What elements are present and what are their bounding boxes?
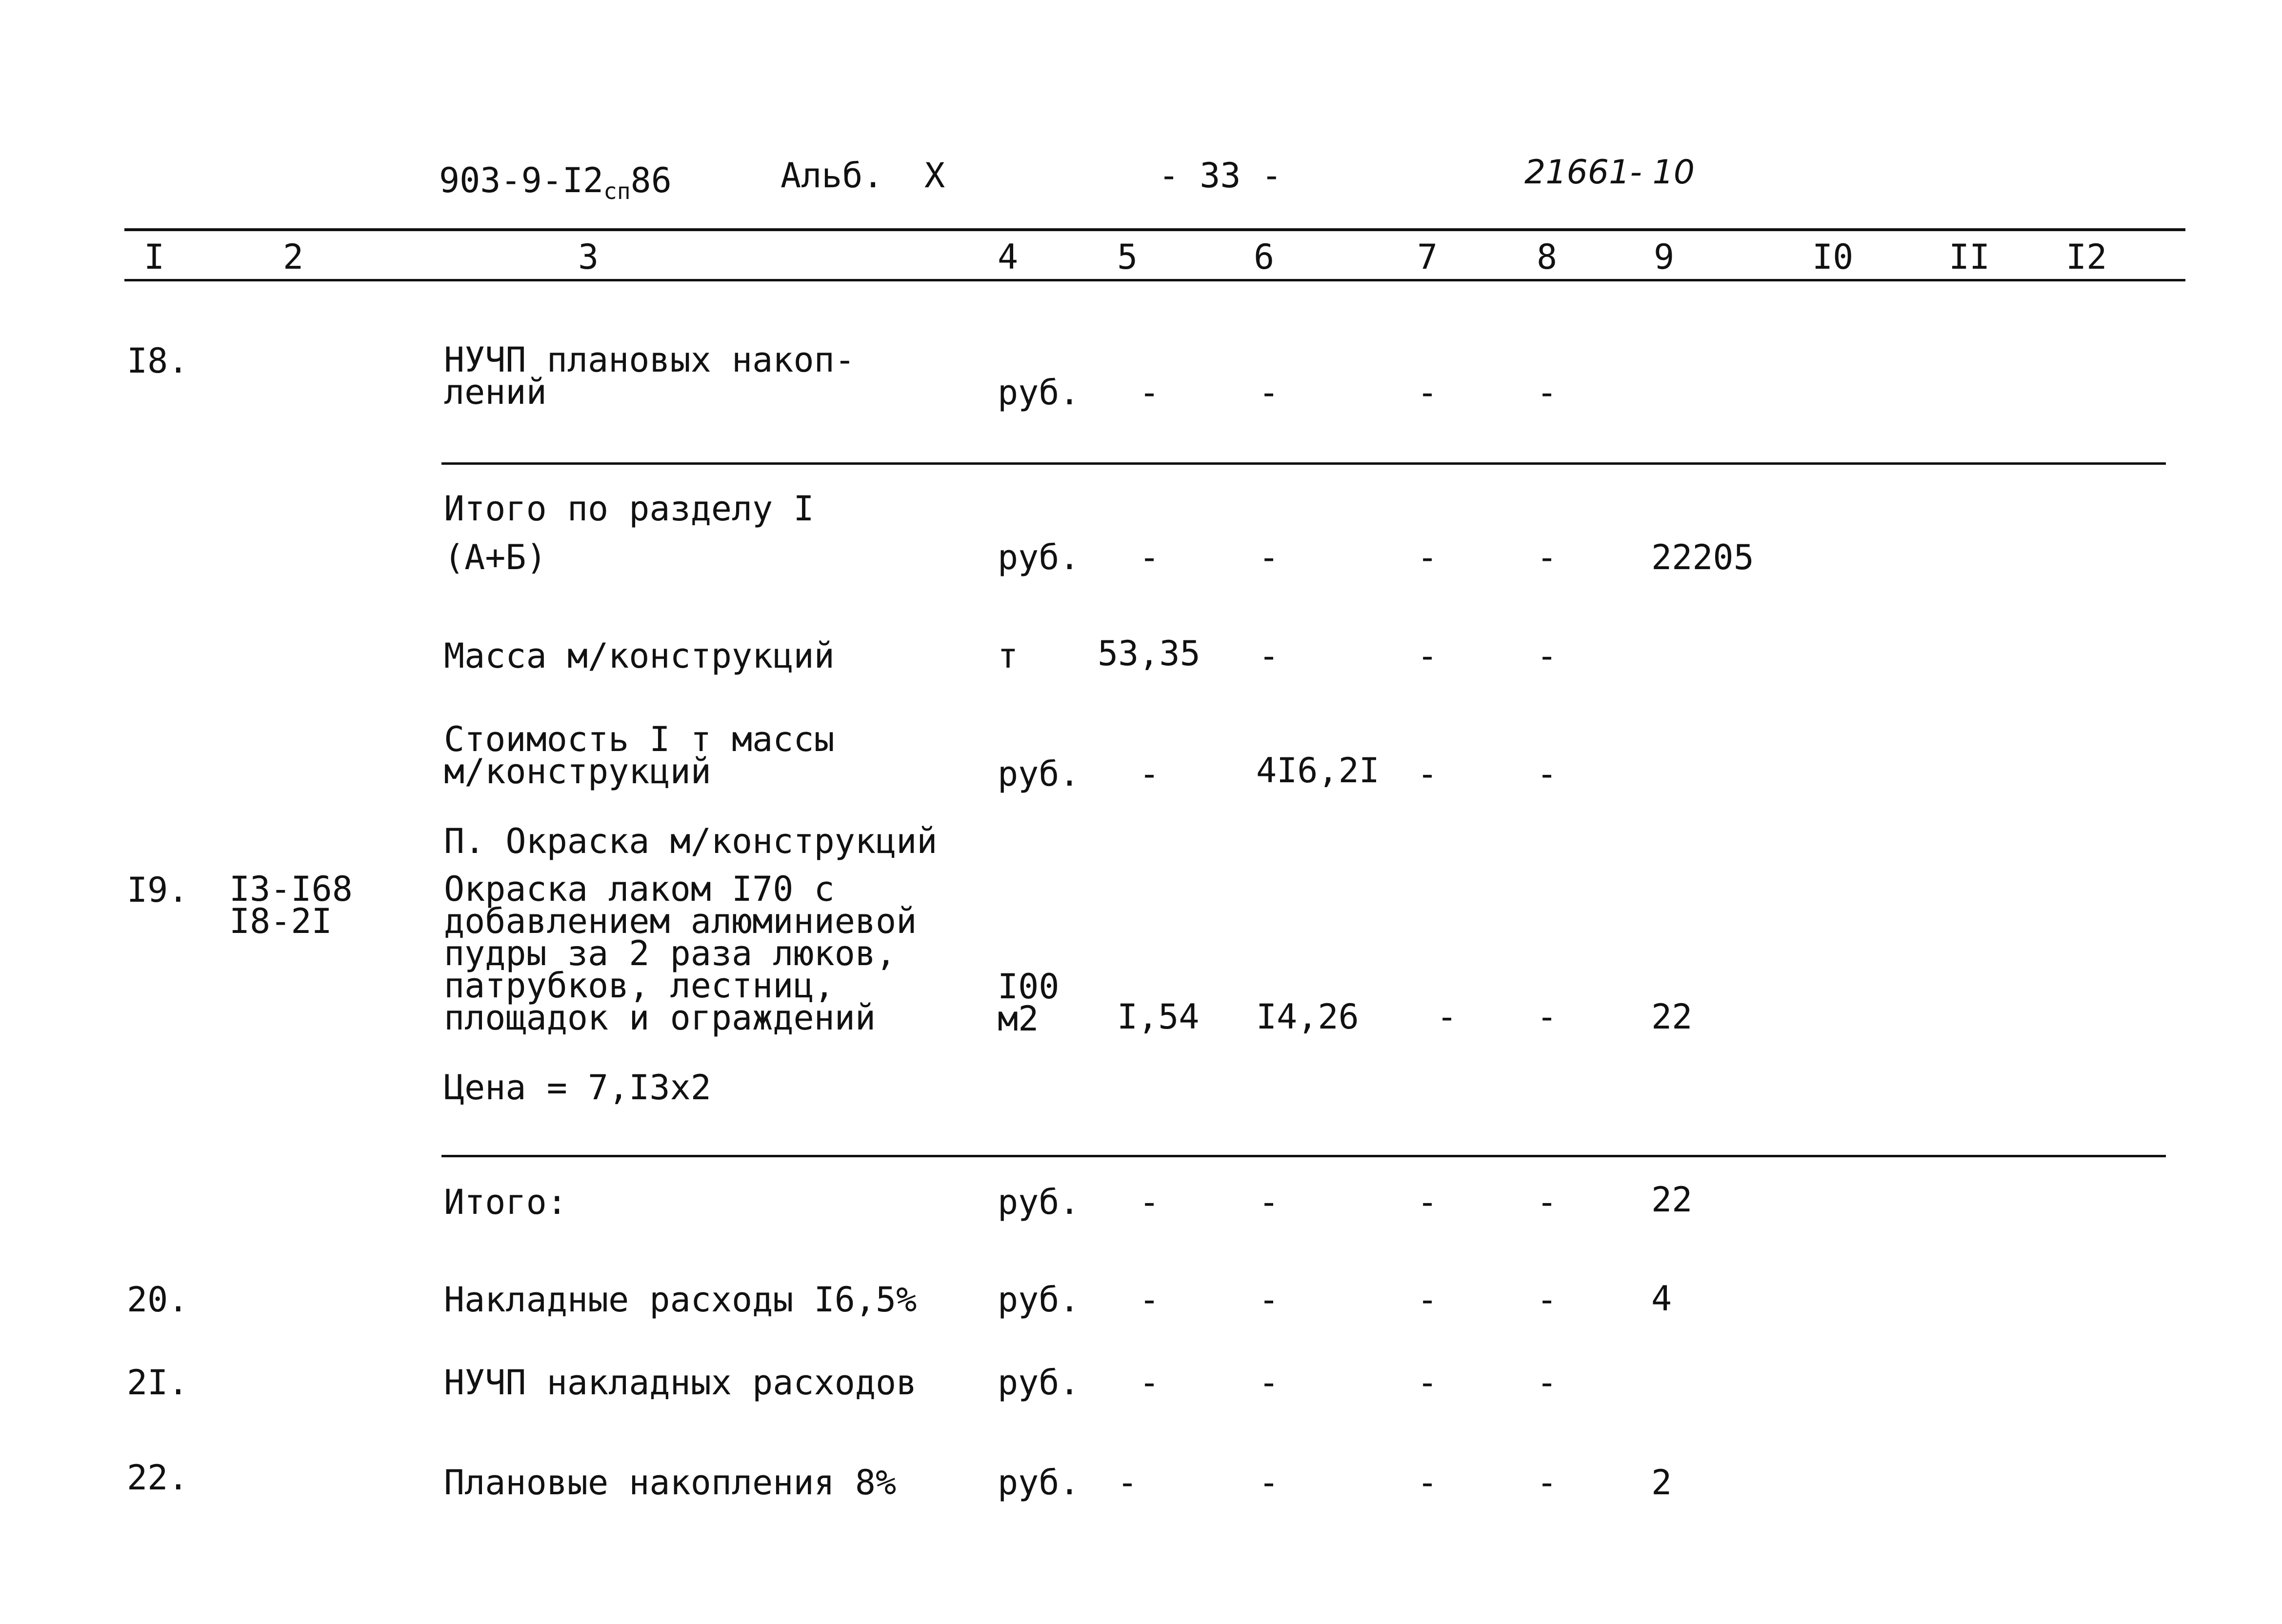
row-unit: руб. (998, 1182, 1080, 1222)
row-unit: руб. (998, 373, 1080, 413)
row-name: НУЧП плановых накоп- лений (444, 340, 855, 412)
cell-col6: 4I6,2I (1256, 751, 1380, 791)
header-bottom-rule (124, 279, 2185, 281)
cell-col9: 4 (1651, 1279, 1672, 1319)
row-name: Накладные расходы I6,5% (444, 1280, 917, 1320)
row-name: НУЧП накладных расходов (444, 1363, 917, 1403)
row-name: Плановые накопления 8% (444, 1463, 897, 1503)
column-header: I2 (2066, 237, 2107, 277)
cell-col6: - (1259, 373, 1280, 413)
column-header: 6 (1254, 237, 1275, 277)
page-number: - 33 - (1159, 156, 1282, 196)
cell-col5: - (1139, 1280, 1160, 1320)
mass-label: Масса м/конструкций (444, 636, 835, 676)
column-header: 8 (1537, 237, 1558, 277)
row-number: 22. (127, 1458, 189, 1498)
cell-col7: - (1417, 537, 1438, 577)
cell-col8: - (1537, 1363, 1558, 1403)
cell-col5: I,54 (1117, 997, 1200, 1037)
cell-col9: 22 (1651, 997, 1693, 1037)
cell-col6: - (1259, 537, 1280, 577)
column-header: 9 (1654, 237, 1675, 277)
cell-col6: - (1259, 1363, 1280, 1403)
cell-col5: - (1139, 537, 1160, 577)
cell-col5: - (1139, 1363, 1160, 1403)
cell-col8: - (1537, 997, 1558, 1037)
cell-col5: - (1139, 754, 1160, 794)
cell-col8: - (1537, 373, 1558, 413)
column-header: II (1949, 237, 1990, 277)
cell-col9: 22 (1651, 1180, 1693, 1220)
cell-col5: - (1117, 1463, 1138, 1503)
total-label: Итого: (444, 1182, 567, 1222)
cell-col9: 2 (1651, 1463, 1672, 1503)
cell-col8: - (1537, 1182, 1558, 1222)
cell-col7: - (1417, 1280, 1438, 1320)
row-number: 20. (127, 1280, 189, 1320)
row-unit: руб. (998, 1363, 1080, 1403)
cell-col6: I4,26 (1256, 997, 1359, 1037)
column-header: 4 (998, 237, 1019, 277)
cell-col5: - (1139, 373, 1160, 413)
row-unit: I00 м2 (998, 967, 1060, 1039)
album-label: Альб. X (781, 156, 945, 196)
cell-col8: - (1537, 1280, 1558, 1320)
column-header: 5 (1117, 237, 1138, 277)
document-number: $903-9-I2_{сп}86$ (439, 160, 672, 204)
price-formula: Цена = 7,I3х2 (444, 1068, 711, 1108)
cell-col8: - (1537, 754, 1558, 794)
cell-col7: - (1417, 1182, 1438, 1222)
cell-col6: - (1259, 636, 1280, 676)
cell-col7: - (1417, 636, 1438, 676)
row-unit: руб. (998, 754, 1080, 794)
header-top-rule (124, 228, 2185, 231)
column-header: I0 (1812, 237, 1854, 277)
cell-col7: - (1437, 997, 1458, 1037)
column-header: 2 (283, 237, 304, 277)
column-header: 3 (578, 237, 599, 277)
cell-col6: - (1259, 1463, 1280, 1503)
cell-col8: - (1537, 537, 1558, 577)
row-unit: т (998, 636, 1019, 676)
cell-col6: - (1259, 1280, 1280, 1320)
row-code: I3-I68 I8-2I (229, 869, 353, 941)
cell-col5: - (1139, 1182, 1160, 1222)
row-unit: руб. (998, 1280, 1080, 1320)
cell-col9: 22205 (1651, 537, 1754, 577)
cell-col7: - (1417, 1363, 1438, 1403)
cell-col5: 53,35 (1098, 634, 1201, 673)
column-header: 7 (1417, 237, 1438, 277)
row-number: I8. (127, 341, 189, 381)
row-number: I9. (127, 870, 189, 910)
cell-col8: - (1537, 636, 1558, 676)
cell-col7: - (1417, 1463, 1438, 1503)
cell-col6: - (1259, 1182, 1280, 1222)
cell-col8: - (1537, 1463, 1558, 1503)
section-rule (441, 1155, 2166, 1157)
row-name: Окраска лаком I70 с добавлением алюминиевой пудры за 2 раза люков, патрубков, лестниц, площадок и ограждений (444, 869, 917, 1038)
column-header: I (144, 237, 165, 277)
handwritten-code: 21661- 10 (1524, 153, 1695, 192)
cell-col7: - (1417, 373, 1438, 413)
row-number: 2I. (127, 1363, 189, 1403)
section-title: П. Окраска м/конструкций (444, 821, 938, 861)
row-unit: руб. (998, 1463, 1080, 1503)
total-label: Итого по разделу I (444, 489, 814, 529)
section-rule (441, 462, 2166, 465)
row-unit: руб. (998, 537, 1080, 577)
cost-label: Стоимость I т массы м/конструкций (444, 719, 835, 792)
cell-col7: - (1417, 754, 1438, 794)
total-label-suffix: (А+Б) (444, 537, 547, 577)
